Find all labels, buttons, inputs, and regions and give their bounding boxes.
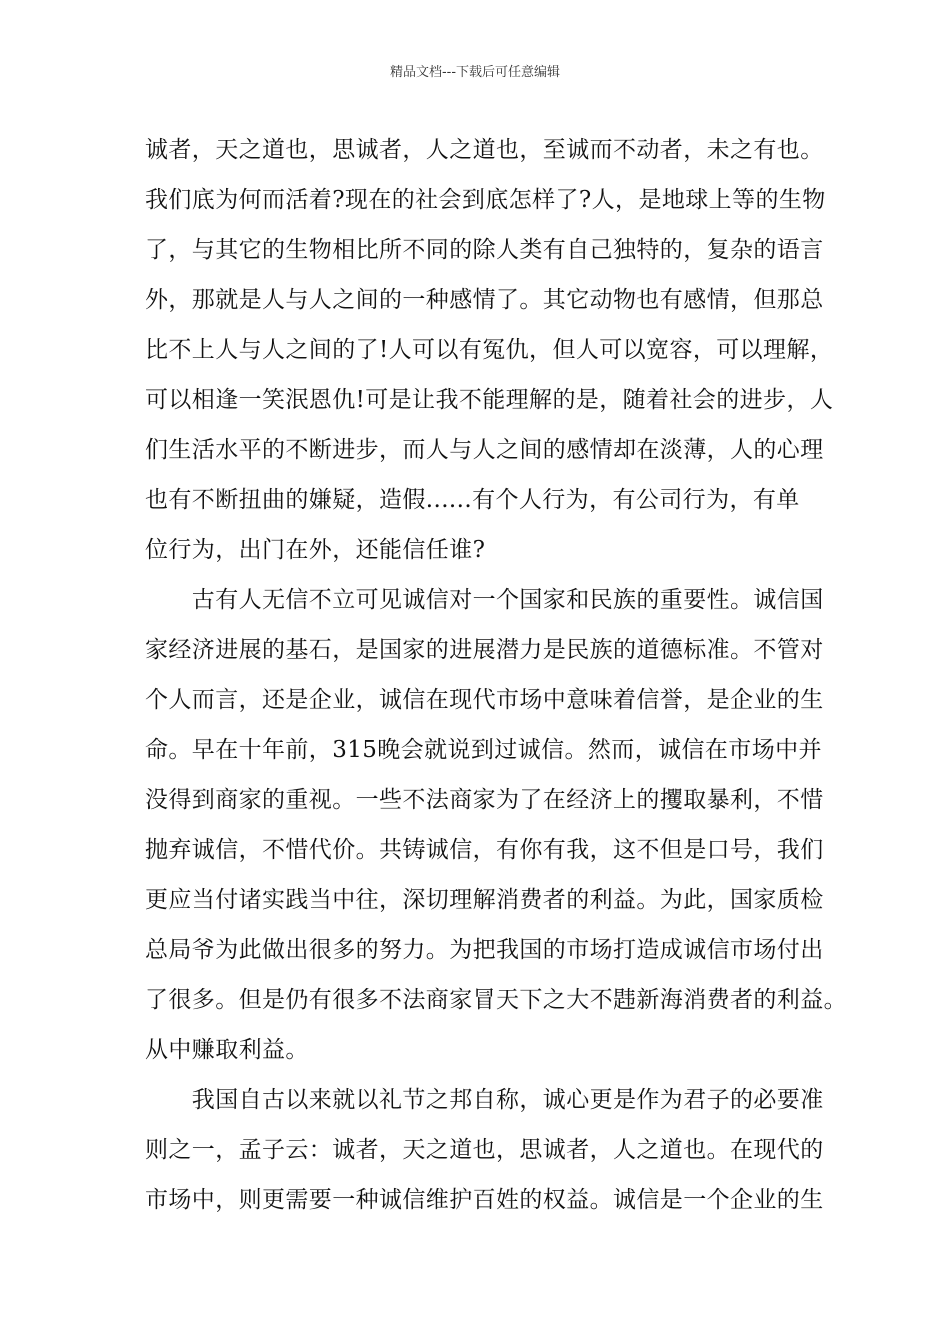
- text-line: 没得到商家的重视。一些不法商家为了在经济上的攫取暴利，不惜: [145, 787, 824, 813]
- text-line: 抛弃诚信，不惜代价。共铸诚信，有你有我，这不但是口号，我们: [145, 837, 824, 863]
- text-line: 诚者，天之道也，思诚者，人之道也，至诚而不动者，未之有也。: [145, 137, 824, 163]
- text-line: 我们底为何而活着?现在的社会到底怎样了?人，是地球上等的生物: [145, 187, 826, 213]
- text-line: 外，那就是人与人之间的一种感情了。其它动物也有感情，但那总: [145, 287, 824, 313]
- text-line: 位行为，出门在外，还能信任谁?: [145, 537, 486, 563]
- text-line: 们生活水平的不断进步，而人与人之间的感情却在淡薄，人的心理: [145, 437, 824, 463]
- text-line: 也有不断扭曲的嫌疑，造假......有个人行为，有公司行为，有单: [145, 487, 800, 513]
- text-line: 家经济进展的基石，是国家的进展潜力是民族的道德标准。不管对: [145, 637, 824, 663]
- text-line: 比不上人与人之间的了!人可以有冤仇，但人可以宽容，可以理解，: [145, 337, 834, 363]
- text-line: 更应当付诸实践当中往，深切理解消费者的利益。为此，国家质检: [145, 887, 824, 913]
- text-line: 个人而言，还是企业，诚信在现代市场中意味着信誉，是企业的生: [145, 687, 824, 713]
- text-line: 古有人无信不立可见诚信对一个国家和民族的重要性。诚信国: [145, 587, 824, 613]
- text-line: 可以相逢一笑泯恩仇!可是让我不能理解的是，随着社会的进步，人: [145, 387, 834, 413]
- page-header: 精品文档---下载后可任意编辑: [389, 65, 561, 80]
- text-line: 我国自古以来就以礼节之邦自称，诚心更是作为君子的必要准: [145, 1087, 824, 1113]
- text-line: 从中赚取利益。: [145, 1037, 309, 1063]
- text-line: 市场中，则更需要一种诚信维护百姓的权益。诚信是一个企业的生: [145, 1187, 824, 1213]
- text-line: 总局爷为此做出很多的努力。为把我国的市场打造成诚信市场付出: [145, 937, 824, 963]
- text-line: 则之一，孟子云：诚者，天之道也，思诚者，人之道也。在现代的: [145, 1137, 824, 1163]
- text-line: 了很多。但是仍有很多不法商家冒天下之大不韪新海消费者的利益。: [145, 987, 847, 1013]
- text-line: 了，与其它的生物相比所不同的除人类有自己独特的，复杂的语言: [145, 237, 824, 263]
- text-line: 命。早在十年前，315晚会就说到过诚信。然而，诚信在市场中并: [145, 737, 822, 763]
